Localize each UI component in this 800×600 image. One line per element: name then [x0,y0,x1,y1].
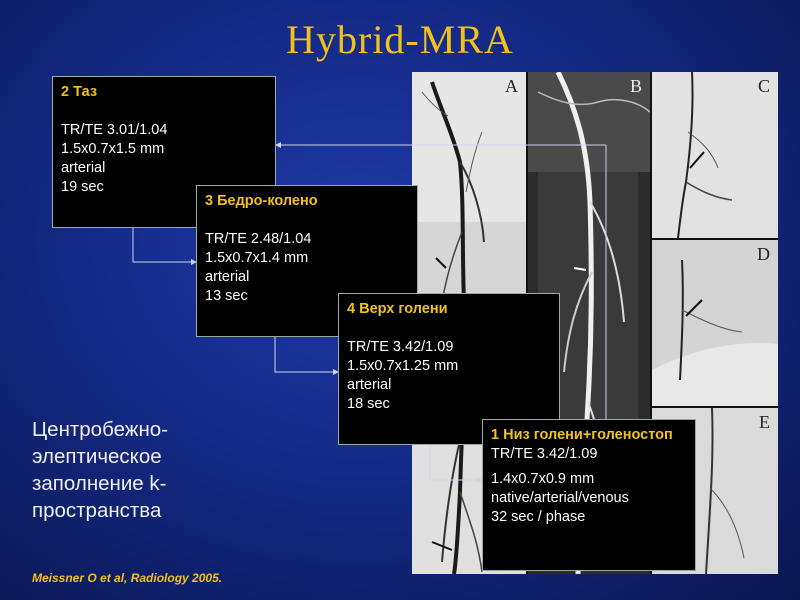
reference-citation: Meissner O et al, Radiology 2005. [32,571,223,585]
box-line: 32 sec / phase [491,509,586,525]
box-heading: 3 Бедро-колено [205,193,318,209]
box-line: arterial [347,377,392,393]
box-heading: 1 Низ голени+голеностоп [491,427,673,443]
box-line: TR/TE 3.42/1.09 [491,446,598,462]
box-line: arterial [61,160,106,176]
box-line: 1.4x0.7x0.9 mm [491,471,595,487]
box-line: 1.5x0.7x1.4 mm [205,250,309,266]
box-heading: 2 Таз [61,84,98,100]
box-line: 18 sec [347,396,390,412]
panel-label-a: A [505,76,518,96]
panel-label-e: E [759,412,770,432]
box-line: TR/TE 3.42/1.09 [347,339,454,355]
box-line: TR/TE 2.48/1.04 [205,231,312,247]
box-line: 1.5x0.7x1.5 mm [61,141,165,157]
box-line: 19 sec [61,179,104,195]
box-line: TR/TE 3.01/1.04 [61,122,168,138]
box-heading: 4 Верх голени [347,301,448,317]
box-line: 1.5x0.7x1.25 mm [347,358,459,374]
panel-label-d: D [757,244,770,264]
protocol-box-lower-calf-ankle [482,419,696,571]
box-line: arterial [205,269,250,285]
slide-title: Hybrid-MRA [286,17,514,62]
panel-label-b: B [629,76,642,96]
angiogram-panel-d [652,240,778,406]
panel-label-c: C [757,76,770,96]
box-line: native/arterial/venous [491,490,629,506]
k-space-caption: Центробежно-элептическое заполнение k-пространства [32,418,169,522]
angiogram-panel-c [652,72,778,238]
box-line: 13 sec [205,288,248,304]
